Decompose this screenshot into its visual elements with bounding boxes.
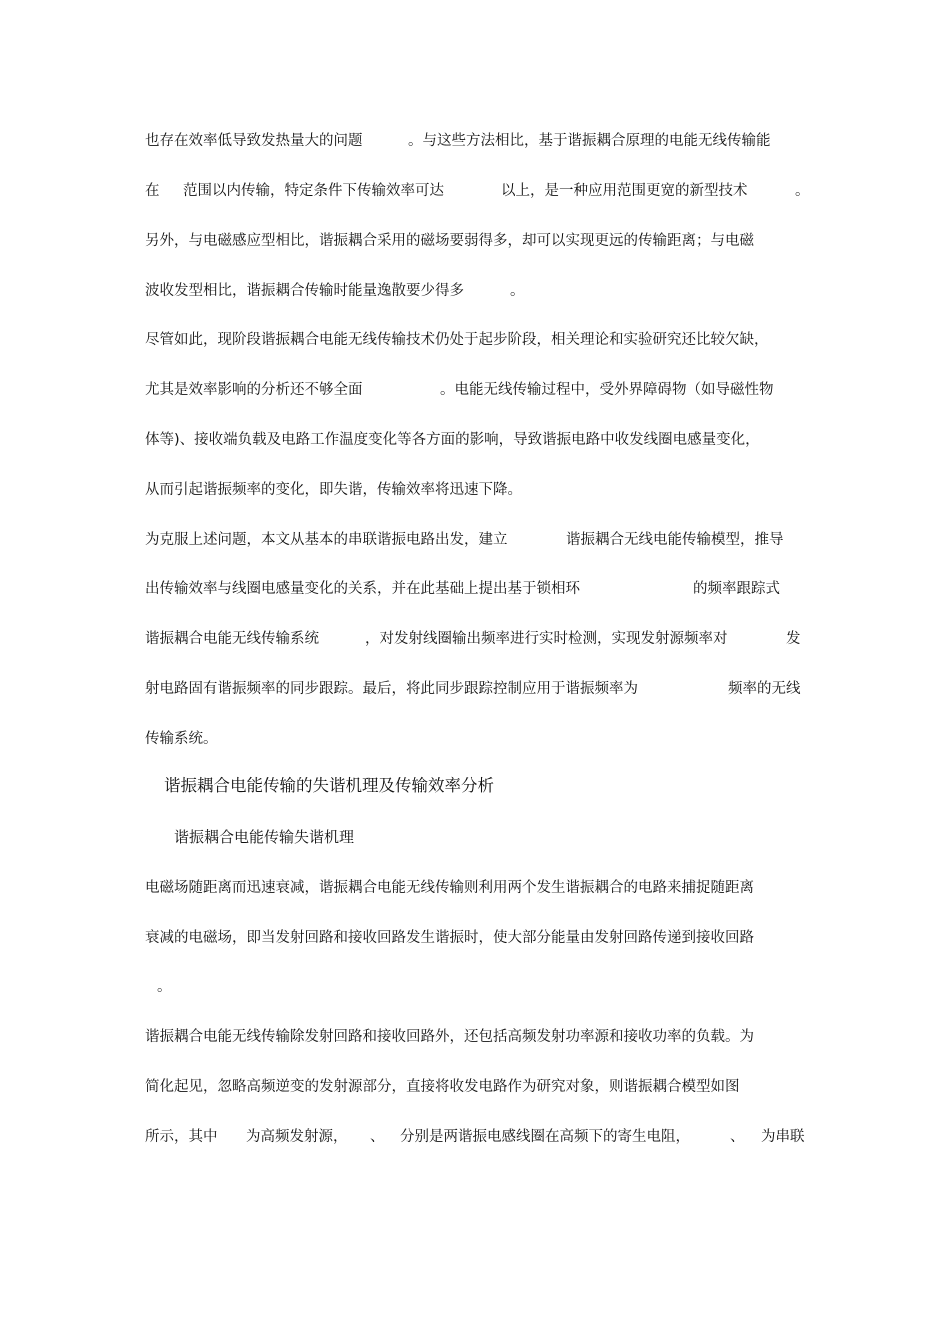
text-segment: 电磁场随距离而迅速衰减，谐振耦合电能无线传输则利用两个发生谐振耦合的电路来捕捉随距离 (145, 880, 754, 896)
text-segment: 范围以内传输，特定条件下传输效率可达 (183, 183, 444, 199)
text-segment: 谐振耦合无线电能传输模型，推导 (566, 532, 784, 548)
text-segment: 为串联 (761, 1129, 805, 1145)
text-segment: 出传输效率与线圈电感量变化的关系，并在此基础上提出基于锁相环 (145, 581, 580, 597)
text-segment: 也存在效率低导致发热量大的问题 (145, 133, 363, 149)
text-segment: 射电路固有谐振频率的同步跟踪。最后，将此同步跟踪控制应用于谐振频率为 (145, 681, 638, 697)
text-segment: 发 (786, 631, 801, 647)
text-segment: 为克服上述问题，本文从基本的串联谐振电路出发，建立 (145, 532, 508, 548)
text-segment: 尽管如此，现阶段谐振耦合电能无线传输技术仍处于起步阶段，相关理论和实验研究还比较欠缺， (145, 332, 769, 348)
text-segment: 从而引起谐振频率的变化，即失谐，传输效率将迅速下降。 (145, 482, 522, 498)
text-segment: 衰减的电磁场，即当发射回路和接收回路发生谐振时，使大部分能量由发射回路传递到接收回路 (145, 930, 754, 946)
text-segment: 分别是两谐振电感线圈在高频下的寄生电阻， (400, 1129, 690, 1145)
text-segment: 简化起见，忽略高频逆变的发射源部分，直接将收发电路作为研究对象，则谐振耦合模型如图 (145, 1079, 740, 1095)
text-segment: 。 (510, 283, 525, 299)
subheading-text: 谐振耦合电能传输失谐机理 (174, 828, 355, 846)
heading-text: 谐振耦合电能传输的失谐机理及传输效率分析 (164, 776, 494, 795)
text-segment: 波收发型相比，谐振耦合传输时能量逸散要少得多 (145, 283, 464, 299)
text-segment: ，对发射线圈输出频率进行实时检测，实现发射源频率对 (365, 631, 728, 647)
text-segment: 在 (145, 183, 160, 199)
text-segment: 另外，与电磁感应型相比，谐振耦合采用的磁场要弱得多，却可以实现更远的传输距离；与电磁 (145, 233, 754, 249)
text-segment: 以上，是一种应用范围更宽的新型技术 (501, 183, 748, 199)
text-segment: 。与这些方法相比，基于谐振耦合原理的电能无线传输能 (408, 133, 771, 149)
text-segment: 。电能无线传输过程中，受外界障碍物（如导磁性物 (440, 382, 774, 398)
text-segment: 、 (730, 1129, 745, 1145)
text-segment: 频率的无线 (728, 681, 801, 697)
text-segment: 谐振耦合电能无线传输系统 (145, 631, 319, 647)
text-segment: 。 (795, 183, 810, 199)
text-line (0, 1127, 805, 1287)
text-segment: 的频率跟踪式 (693, 581, 780, 597)
text-segment: 体等)、接收端负载及电路工作温度变化等各方面的影响，导致谐振电路中收发线圈电感量变化， (145, 432, 760, 448)
text-segment: 传输系统。 (145, 731, 218, 747)
text-segment: 、 (370, 1129, 385, 1145)
text-segment: 为高频发射源， (246, 1129, 348, 1145)
text-segment: 尤其是效率影响的分析还不够全面 (145, 382, 363, 398)
text-segment: 所示，其中 (145, 1129, 218, 1145)
text-segment: 。 (157, 979, 172, 995)
text-segment: 谐振耦合电能无线传输除发射回路和接收回路外，还包括高频发射功率源和接收功率的负载。为 (145, 1029, 754, 1045)
